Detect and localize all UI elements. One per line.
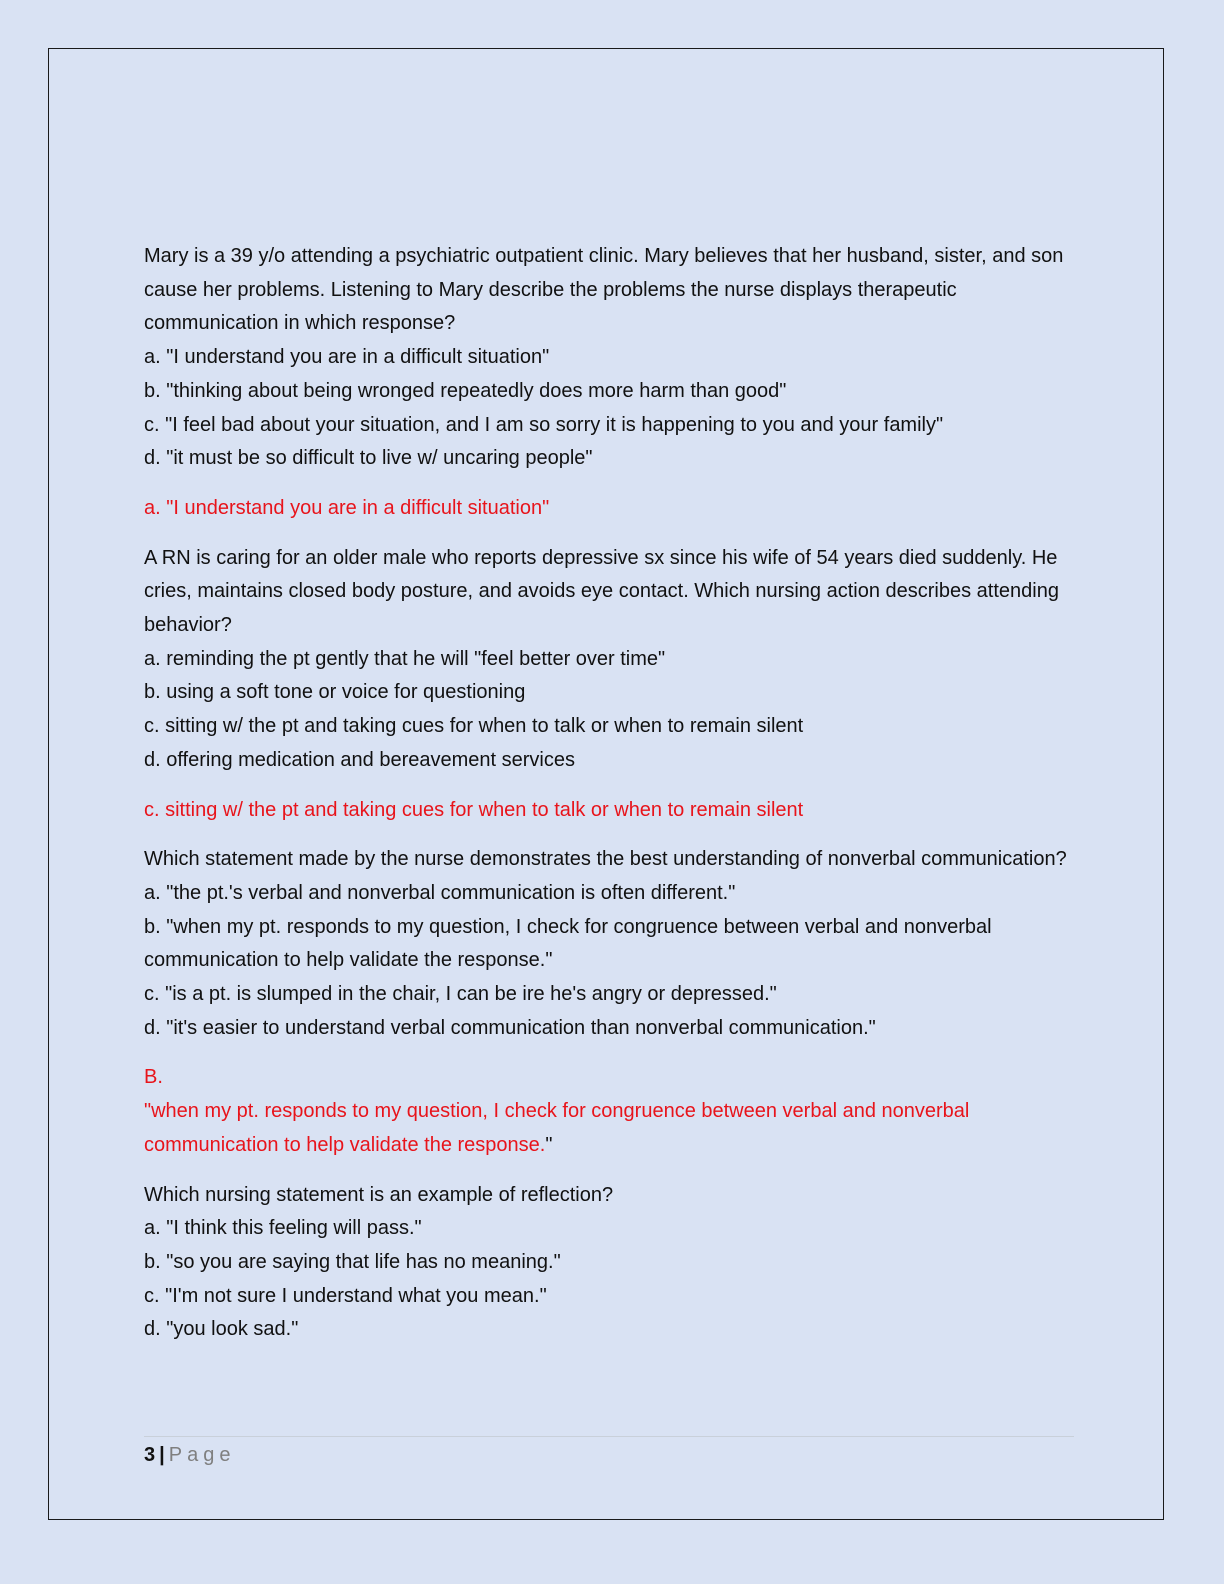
page-footer (144, 1436, 1074, 1469)
question-stem: Which nursing statement is an example of reflection? (144, 1183, 614, 1206)
answer-closing-quote: " (545, 1133, 553, 1156)
question-1 (144, 240, 1084, 476)
option-c: c. sitting w/ the pt and taking cues for when to talk or when to remain silent (144, 715, 804, 738)
option-d: d. "you look sad." (144, 1318, 299, 1341)
option-b: b. using a soft tone or voice for questioning (144, 681, 526, 704)
answer-body: "when my pt. responds to my question, I check for congruence between verbal and nonverbal communication to help validate the response. (144, 1100, 970, 1156)
page-label: Page (168, 1444, 236, 1466)
option-d: d. offering medication and bereavement services (144, 748, 575, 771)
option-a: a. "the pt.'s verbal and nonverbal communication is often different." (144, 881, 736, 904)
answer-1 (144, 492, 1084, 526)
question-2 (144, 542, 1084, 778)
option-c: c. "I feel bad about your situation, and I am so sorry it is happening to you and your family" (144, 413, 944, 436)
option-a: a. "I think this feeling will pass." (144, 1217, 422, 1240)
option-b: b. "when my pt. responds to my question, I check for congruence between verbal and nonverbal communication to help validate the response." (144, 915, 992, 972)
footer-separator: | (159, 1444, 165, 1466)
option-b: b. "so you are saying that life has no meaning." (144, 1250, 561, 1273)
option-c: c. "I'm not sure I understand what you mean." (144, 1284, 547, 1307)
option-b: b. "thinking about being wronged repeatedly does more harm than good" (144, 379, 787, 402)
option-c: c. "is a pt. is slumped in the chair, I can be ire he's angry or depressed." (144, 983, 777, 1006)
question-stem: Mary is a 39 y/o attending a psychiatric outpatient clinic. Mary believes that her husband, sister, and son cause her problems. Listening to Mary describe the problems the nurse displays therapeutic communication in which response? (144, 245, 1064, 335)
answer-text: c. sitting w/ the pt and taking cues for when to talk or when to remain silent (144, 798, 804, 821)
question-4 (144, 1179, 1084, 1348)
answer-text: a. "I understand you are in a difficult situation" (144, 496, 550, 519)
answer-3 (144, 1061, 1084, 1162)
answer-letter: B. (144, 1066, 163, 1089)
option-a: a. reminding the pt gently that he will "feel better over time" (144, 647, 666, 670)
option-d: d. "it must be so difficult to live w/ uncaring people" (144, 447, 593, 470)
question-stem: A RN is caring for an older male who reports depressive sx since his wife of 54 years died suddenly. He cries, maintains closed body posture, and avoids eye contact. Which nursing action describes attending behavior? (144, 546, 1059, 637)
page-number: 3 (144, 1444, 156, 1466)
option-d: d. "it's easier to understand verbal communication than nonverbal communication." (144, 1016, 876, 1039)
question-3 (144, 843, 1084, 1045)
answer-text (144, 1095, 1084, 1162)
document-body (144, 240, 1084, 1363)
option-a: a. "I understand you are in a difficult situation" (144, 346, 550, 369)
question-stem: Which statement made by the nurse demonstrates the best understanding of nonverbal communication? (144, 848, 1067, 871)
answer-2 (144, 794, 1084, 828)
